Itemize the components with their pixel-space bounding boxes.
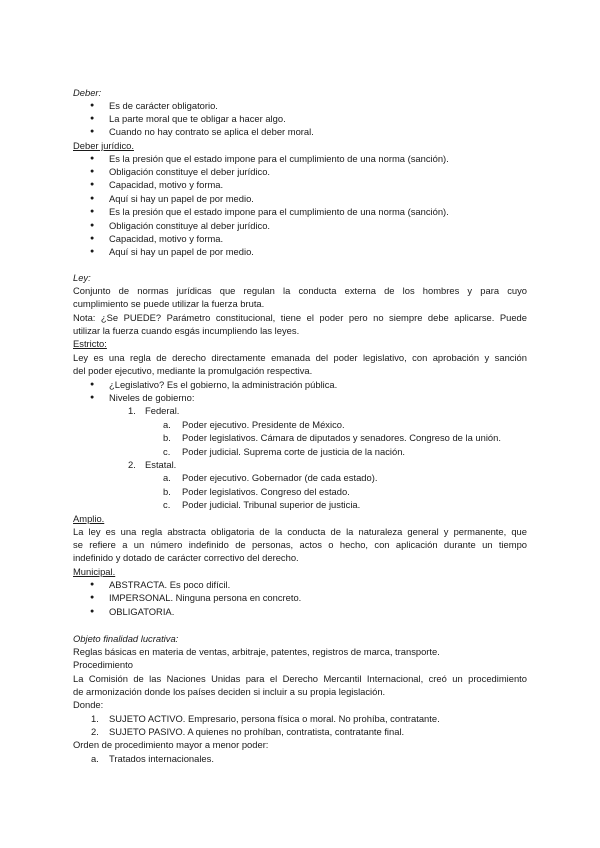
municipal-item: ● OBLIGATORIA. [109,605,174,618]
comision-text-line: de armonización donde los países deciden si incluir a su propia legislación. [73,686,386,697]
deber-juridico-item: ● Capacidad, motivo y forma. [109,232,223,245]
ley-nota-line: Nota: ¿Se PUEDE? Parámetro constitucional, tiene el poder pero no siempre debe aplicarse. Puede [73,312,527,323]
deber-item: ● La parte moral que te obligar a hacer algo. [109,112,286,125]
federal-label: Federal. [145,405,180,416]
amplio-heading: Amplio. [73,513,105,524]
deber-juridico-item: ● Es la presión que el estado impone para el cumplimiento de una norma (sanción). [109,152,449,165]
procedimiento-label: Procedimiento [73,659,133,670]
federal-item-letter: b. [163,432,171,443]
ley-definition-line: Conjunto de normas jurídicas que regulan la conducta externa de los hombres y para cuyo [73,285,527,296]
estatal-label: Estatal. [145,459,177,470]
deber-juridico-heading: Deber jurídico. [73,140,134,151]
federal-item: Poder legislativos. Cámara de diputados y senadores. Congreso de la unión. [182,432,501,443]
federal-item-letter: c. [163,446,171,457]
estatal-item: Poder legislativos. Congreso del estado. [182,486,350,497]
sujeto-number: 1. [91,713,99,724]
estatal-number: 2. [128,459,136,470]
comision-text-line: La Comisión de las Naciones Unidas para el Derecho Mercantil Internacional, creó un procedimiento [73,673,527,684]
federal-item-letter: a. [163,419,171,430]
federal-item: Poder judicial. Suprema corte de justicia de la nación. [182,446,406,457]
sujeto-number: 2. [91,726,99,737]
deber-juridico-item: ● Aquí si hay un papel de por medio. [109,192,254,205]
estricto-text-line: del poder ejecutivo, mediante la promulgación respectiva. [73,365,313,376]
estatal-item: Poder judicial. Tribunal superior de justicia. [182,499,361,510]
municipal-item: ● IMPERSONAL. Ninguna persona en concreto. [109,591,301,604]
deber-juridico-item: ● Obligación constituye al deber jurídico. [109,219,270,232]
deber-juridico-item: ● Es la presión que el estado impone para el cumplimiento de una norma (sanción). [109,205,449,218]
estatal-item-letter: a. [163,472,171,483]
estricto-bullet: ● ¿Legislativo? Es el gobierno, la administración pública. [109,378,337,391]
deber-juridico-item: ● Aquí si hay un papel de por medio. [109,245,254,258]
orden-label: Orden de procedimiento mayor a menor poder: [73,739,269,750]
donde-label: Donde: [73,699,104,710]
estatal-item-letter: b. [163,486,171,497]
deber-item: ● Es de carácter obligatorio. [109,99,218,112]
sujeto-item: SUJETO PASIVO. A quienes no prohíban, contratista, contratante final. [109,726,405,737]
objeto-reglas: Reglas básicas en materia de ventas, arbitraje, patentes, registros de marca, transporte. [73,646,440,657]
amplio-text-line: se refiere a un número indefinido de personas, actos o hecho, con aplicación durante un tiempo [73,539,527,550]
sujeto-item: SUJETO ACTIVO. Empresario, persona física o moral. No prohíba, contratante. [109,713,440,724]
municipal-item: ● ABSTRACTA. Es poco difícil. [109,578,230,591]
ley-definition-line: cumplimiento se puede utilizar la fuerza bruta. [73,298,265,309]
objeto-heading: Objeto finalidad lucrativa: [73,633,179,644]
municipal-heading: Municipal. [73,566,116,577]
estricto-heading: Estricto: [73,338,107,349]
federal-number: 1. [128,405,136,416]
deber-item: ● Cuando no hay contrato se aplica el deber moral. [109,125,314,138]
estricto-text-line: Ley es una regla de derecho directamente emanada del poder legislativo, con aprobación y sanción [73,352,527,363]
estatal-item-letter: c. [163,499,171,510]
estricto-bullet: ● Niveles de gobierno: [109,391,194,404]
ley-heading: Ley: [73,272,91,283]
tratados-item: Tratados internacionales. [109,753,214,764]
deber-juridico-item: ● Obligación constituye el deber jurídico. [109,165,270,178]
deber-juridico-item: ● Capacidad, motivo y forma. [109,178,223,191]
federal-item: Poder ejecutivo. Presidente de México. [182,419,345,430]
deber-heading: Deber: [73,87,102,98]
amplio-text-line: indefinido y dotado de carácter correctivo del derecho. [73,552,299,563]
estatal-item: Poder ejecutivo. Gobernador (de cada estado). [182,472,378,483]
ley-nota-line: utilizar la fuerza cuando esgás incumpliendo las leyes. [73,325,300,336]
tratados-letter: a. [91,753,99,764]
amplio-text-line: La ley es una regla abstracta obligatoria de la conducta de la naturaleza general y permanente, que [73,526,527,537]
